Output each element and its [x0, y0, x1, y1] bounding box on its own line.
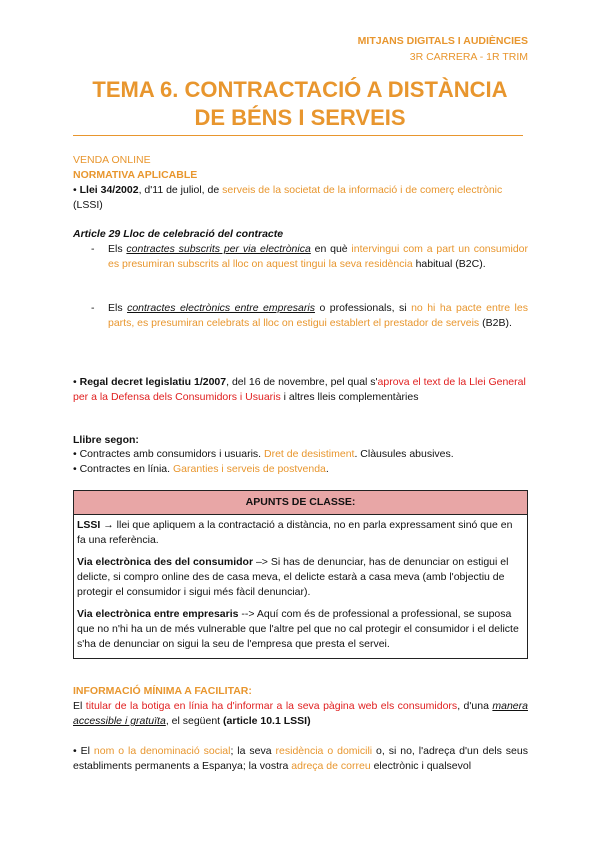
dash-marker: -: [91, 243, 95, 255]
info-p2-text-d: electrònic i qualsevol: [370, 760, 472, 772]
note-empresaris: [77, 607, 523, 652]
class-notes-box: [73, 490, 528, 659]
note-lssi-text: → llei que apliquem a la contractació a distància, no en parla expressament sinó que en fa una referència.: [77, 519, 513, 546]
article-item-1: [91, 242, 528, 272]
info-p2-text-c: o, si no, l'adreça d'un dels seus establiments permanents a Espanya; la vostra: [73, 745, 528, 772]
item-1-text-c: habitual (B2C).: [412, 258, 486, 270]
llibre-heading: Llibre segon:: [73, 434, 139, 446]
llibre-item-1: [73, 447, 528, 462]
llei-name: Llei 34/2002: [79, 184, 139, 196]
page-title-line-2: DE BÉNS I SERVEIS: [194, 105, 406, 130]
regal-subject: aprova el text de la Llei General per a la Defensa dels Consumidors i Usuaris: [73, 376, 526, 403]
item-1-text-a: Els: [108, 243, 127, 255]
course-term: 3R CARRERA - 1R TRIM: [409, 51, 528, 63]
note-consumidor: [77, 555, 523, 600]
note-lssi: [77, 518, 523, 548]
article-item-2: [91, 301, 528, 331]
info-p2-highlight-correu: adreça de correu: [291, 760, 371, 772]
info-p1-text-c: , el següent: [165, 715, 224, 727]
section-heading-informacio: INFORMACIÓ MÍNIMA A FACILITAR:: [73, 685, 252, 697]
item-2-highlight: no hi ha pacte entre les parts, es presumiran celebrats al lloc on estigui establert el prestador de serveis: [108, 302, 528, 329]
llibre-item-1-highlight: Dret de desistiment: [264, 448, 355, 460]
item-2-text-b: o professionals, si: [314, 302, 412, 314]
info-paragraph-2: [73, 744, 528, 774]
item-2-text-c: (B2B).: [479, 317, 512, 329]
llibre-item-1-text-a: • Contractes amb consumidors i usuaris.: [73, 448, 264, 460]
regal-date: , del 16 de novembre, pel qual s': [226, 376, 378, 388]
info-p1-text-b: , d'una: [457, 700, 493, 712]
page-title: [0, 76, 600, 132]
llibre-item-2-text-a: • Contractes en línia.: [73, 463, 173, 475]
info-p2-highlight-name: nom o la denominació social: [93, 745, 231, 757]
regal-rest: i altres lleis complementàries: [280, 391, 419, 403]
class-notes-heading: APUNTS DE CLASSE:: [74, 491, 527, 515]
llibre-item-2-text-b: .: [325, 463, 329, 475]
section-heading-normativa: NORMATIVA APLICABLE: [73, 169, 198, 181]
info-p1-text-a: El: [73, 700, 86, 712]
info-p2-text-b: ; la seva: [230, 745, 276, 757]
note-empresaris-term: Via electrònica entre empresaris: [77, 608, 239, 620]
llibre-item-1-text-b: . Clàusules abusives.: [354, 448, 454, 460]
info-p2-text-a: • El: [73, 745, 94, 757]
bullet: •: [73, 184, 77, 196]
llei-subject: serveis de la societat de la informació i de comerç electrònic: [222, 184, 503, 196]
llei-paragraph: [73, 183, 528, 213]
item-1-highlight: intervingui com a part un consumidor es presumiran subscrits al lloc on aquest tingui la seva residència: [108, 243, 528, 270]
section-label: VENDA ONLINE: [73, 154, 151, 166]
regal-name: Regal decret legislatiu 1/2007: [79, 376, 227, 388]
page-title-line-1: TEMA 6. CONTRACTACIÓ A DISTÀNCIA: [92, 77, 508, 102]
llibre-item-2: [73, 462, 528, 477]
llei-abbr: (LSSI): [73, 199, 103, 211]
llibre-item-2-highlight: Garanties i serveis de postvenda: [172, 463, 326, 475]
info-p1-term: manera accessible i gratuïta: [73, 700, 528, 727]
note-lssi-term: LSSI: [77, 519, 101, 531]
item-2-text-a: Els: [108, 302, 128, 314]
item-1-term: contractes subscrits per via electrònica: [126, 243, 311, 255]
note-empresaris-text: --> Aquí com és de professional a professional, se suposa que no n'hi ha un de més vulnerable que l'altre pel que no cal protegir el consumidor i el delicte s'ha de denunciar on sigui la seu de l'empresa que presta el servei.: [77, 608, 519, 650]
item-2-term: contractes electrònics entre empresaris: [127, 302, 315, 314]
info-p1-highlight: titular de la botiga en línia ha d'informar a la seva pàgina web els consumidors: [85, 700, 458, 712]
llei-date: , d'11 de juliol, de: [138, 184, 223, 196]
item-1-text-b: en què: [310, 243, 352, 255]
bullet: •: [73, 376, 77, 388]
dash-marker: -: [91, 302, 95, 314]
info-paragraph-1: [73, 699, 528, 729]
note-consumidor-text: –> Si has de denunciar, has de denunciar on estigui el delicte, si compro online des de casa meva, el delicte estarà a casa meva (amb l'objectiu de protegir el consumidor i sigui més fàcil denunciar).: [77, 556, 509, 598]
course-name: MITJANS DIGITALS I AUDIÈNCIES: [357, 35, 528, 47]
note-consumidor-term: Via electrònica des del consumidor: [77, 556, 254, 568]
info-p1-reference: (article 10.1 LSSI): [223, 715, 311, 727]
title-divider: [73, 135, 523, 136]
regal-paragraph: [73, 375, 528, 405]
info-p2-highlight-domicili: residència o domicili: [275, 745, 373, 757]
article-heading: Article 29 Lloc de celebració del contracte: [73, 228, 284, 240]
